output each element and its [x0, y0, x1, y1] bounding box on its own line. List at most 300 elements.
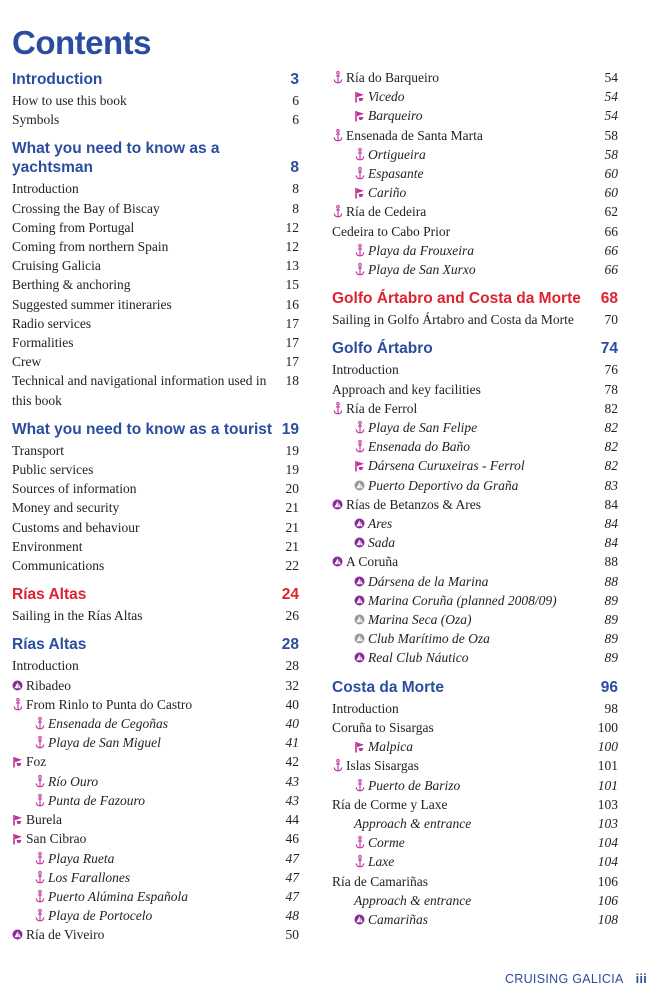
toc-title: Introduction	[332, 700, 399, 716]
page-title: Contents	[12, 24, 151, 61]
toc-title: Ría do Barqueiro	[346, 70, 439, 85]
toc-page-number: 16	[285, 296, 299, 312]
toc-page-number: 74	[600, 340, 618, 358]
toc-page-number: 20	[285, 481, 299, 497]
toc-title: Playa de San Miguel	[48, 735, 161, 751]
toc-page-number: 12	[285, 219, 299, 235]
toc-title: Playa de San Felipe	[368, 420, 478, 436]
toc-page-number: 58	[604, 146, 618, 162]
toc-title: Ría de Ferrol	[346, 400, 418, 416]
toc-page-number: 89	[604, 592, 618, 608]
toc-title: Symbols	[12, 112, 60, 128]
toc-page-number: 62	[604, 204, 618, 220]
toc-section-heading-golfo-artabro-and-costa-da-morte	[332, 289, 618, 308]
anchor-icon	[354, 148, 365, 161]
toc-title: Introduction	[332, 362, 399, 378]
toc-entry	[332, 202, 618, 221]
toc-entry	[12, 518, 299, 537]
toc-title: Playa Rueta	[48, 850, 115, 866]
toc-page-number: 58	[604, 127, 618, 143]
anchor-icon	[34, 890, 45, 903]
toc-title: Costa da Morte	[332, 678, 444, 696]
toc-entry	[12, 295, 299, 314]
toc-entry	[12, 237, 299, 256]
toc-title: Río Ouro	[48, 773, 99, 789]
marina-icon	[354, 517, 365, 530]
toc-page-number: 89	[604, 612, 618, 628]
toc-page-number: 28	[285, 658, 299, 674]
marina-icon	[354, 575, 365, 588]
toc-page-number: 83	[604, 477, 618, 493]
toc-section-heading-what-you-need-to-know-as-a-yachtsman	[12, 139, 299, 177]
toc-page-number: 60	[604, 166, 618, 182]
toc-title: Sailing in Golfo Ártabro and Costa da Morte	[332, 312, 574, 328]
toc-entry	[12, 656, 299, 675]
toc-subentry	[332, 814, 618, 833]
toc-title: Approach & entrance	[354, 815, 472, 831]
toc-title: Ría de Corme y Laxe	[332, 796, 448, 812]
page-footer	[505, 972, 647, 986]
toc-title: Coming from northern Spain	[12, 239, 169, 255]
toc-entry	[332, 495, 618, 514]
toc-title: Crossing the Bay of Biscay	[12, 200, 160, 216]
toc-entry	[332, 552, 618, 571]
toc-title: Puerto Alúmina Española	[48, 888, 188, 904]
toc-subentry	[12, 714, 299, 733]
toc-subentry	[332, 610, 618, 629]
toc-subentry	[332, 456, 618, 475]
anchor-icon	[34, 775, 45, 788]
toc-page-number: 15	[285, 277, 299, 293]
anchor-icon	[332, 129, 343, 142]
anchor-icon	[354, 167, 365, 180]
toc-entry	[12, 925, 299, 944]
toc-page-number: 70	[604, 312, 618, 328]
toc-entry	[332, 126, 618, 145]
anchor-icon	[354, 855, 365, 868]
toc-title: Punta de Fazouro	[48, 792, 145, 808]
toc-title: Ares	[368, 516, 393, 532]
toc-subentry	[332, 572, 618, 591]
toc-title: Playa de San Xurxo	[368, 262, 476, 278]
toc-entry	[332, 222, 618, 241]
toc-page-number: 106	[597, 892, 618, 908]
toc-title: Ensenada do Baño	[368, 439, 470, 455]
toc-title: Ribadeo	[26, 677, 71, 693]
toc-page-number: 13	[285, 258, 299, 274]
toc-entry	[332, 310, 618, 329]
toc-subentry	[12, 791, 299, 810]
anchor-icon	[34, 736, 45, 749]
toc-subentry	[332, 241, 618, 260]
toc-entry	[12, 479, 299, 498]
anchor-icon	[354, 244, 365, 257]
toc-title: Marina Seca (Oza)	[368, 612, 472, 628]
marina-grey-icon	[354, 632, 365, 645]
toc-entry	[332, 872, 618, 891]
toc-title: Club Marítimo de Oza	[368, 631, 490, 647]
toc-entry	[12, 441, 299, 460]
toc-title: Coming from Portugal	[12, 219, 135, 235]
toc-subentry	[332, 106, 618, 125]
toc-title: Sada	[368, 535, 395, 551]
toc-page-number: 12	[285, 239, 299, 255]
toc-title: Communications	[12, 558, 105, 574]
toc-page-number: 6	[292, 112, 299, 128]
toc-title: Marina Coruña (planned 2008/09)	[368, 592, 557, 608]
toc-title: Formalities	[12, 335, 74, 351]
toc-entry	[12, 676, 299, 695]
marina-icon	[354, 594, 365, 607]
toc-entry	[12, 537, 299, 556]
toc-entry	[12, 460, 299, 479]
toc-title: Rías Altas	[12, 636, 87, 654]
anchor-icon	[12, 698, 23, 711]
toc-entry	[12, 256, 299, 275]
anchor-icon	[332, 759, 343, 772]
toc-page-number: 41	[285, 735, 299, 751]
harbour-icon	[354, 109, 365, 122]
marina-icon	[354, 913, 365, 926]
toc-page-number: 19	[285, 442, 299, 458]
toc-page-number: 40	[285, 696, 299, 712]
toc-section-heading-rias-altas	[12, 635, 299, 654]
toc-title: Berthing & anchoring	[12, 277, 131, 293]
toc-page-number: 101	[597, 777, 618, 793]
toc-subentry	[332, 737, 618, 756]
toc-page-number: 60	[604, 185, 618, 201]
toc-entry	[12, 556, 299, 575]
toc-title: Ensenada de Santa Marta	[346, 127, 483, 143]
anchor-icon	[354, 263, 365, 276]
toc-title: Playa da Frouxeira	[368, 242, 474, 258]
toc-title: Islas Sisargas	[346, 758, 419, 774]
toc-entry	[12, 179, 299, 198]
toc-page-number: 6	[292, 93, 299, 108]
toc-entry	[12, 498, 299, 517]
toc-title: Approach and key facilities	[332, 381, 481, 397]
toc-title: Introduction	[12, 181, 79, 197]
toc-page-number: 17	[285, 315, 299, 331]
toc-entry	[332, 380, 618, 399]
toc-title: Cedeira to Cabo Prior	[332, 223, 451, 239]
toc-page-number: 47	[285, 850, 299, 866]
toc-title: Introduction	[12, 658, 79, 674]
toc-entry	[12, 371, 299, 409]
toc-title: Puerto de Barizo	[368, 777, 461, 793]
toc-page-number: 66	[604, 262, 618, 278]
toc-subentry	[12, 868, 299, 887]
toc-page-number: 66	[604, 223, 618, 239]
toc-page-number: 100	[597, 739, 618, 755]
toc-page-number: 68	[600, 290, 618, 308]
toc-title: Cariño	[368, 185, 407, 201]
anchor-icon	[34, 717, 45, 730]
toc-page-number: 103	[597, 815, 618, 831]
toc-page-number: 101	[597, 758, 618, 774]
toc-subentry	[332, 87, 618, 106]
toc-title: Ensenada de Cegoñas	[48, 716, 168, 732]
toc-title: Ría de Viveiro	[26, 927, 105, 943]
toc-page-number: 104	[597, 835, 618, 851]
toc-page-number: 47	[285, 869, 299, 885]
harbour-icon	[354, 90, 365, 103]
toc-page-number: 28	[281, 636, 299, 654]
toc-title: Burela	[26, 812, 62, 828]
toc-subentry	[332, 533, 618, 552]
toc-entry	[12, 333, 299, 352]
toc-title: Real Club Náutico	[368, 650, 469, 666]
toc-page-number: 82	[604, 420, 618, 436]
toc-title: Corme	[368, 835, 405, 851]
toc-title: Golfo Ártabro	[332, 340, 433, 358]
anchor-icon	[354, 440, 365, 453]
harbour-icon	[12, 755, 23, 768]
toc-title: Introduction	[12, 71, 103, 88]
toc-subentry	[332, 776, 618, 795]
toc-page-number: 46	[285, 831, 299, 847]
toc-entry	[12, 275, 299, 294]
toc-page-number: 40	[285, 716, 299, 732]
toc-subentry	[332, 164, 618, 183]
toc-title: Los Farallones	[48, 869, 131, 885]
toc-section-heading-what-you-need-to-know-as-a-tourist	[12, 420, 299, 439]
toc-entry	[332, 68, 618, 87]
toc-page-number: 18	[285, 373, 299, 389]
toc-page-number: 48	[285, 908, 299, 924]
toc-page-number: 84	[604, 535, 618, 551]
toc-page-number: 47	[285, 888, 299, 904]
toc-page-number: 26	[285, 608, 299, 624]
toc-title: Camariñas	[368, 911, 429, 927]
harbour-icon	[354, 459, 365, 472]
toc-title: Dársena de la Marina	[368, 573, 489, 589]
marina-grey-icon	[354, 479, 365, 492]
toc-page-number: 42	[285, 754, 299, 770]
toc-entry	[332, 756, 618, 775]
toc-right-column	[332, 68, 618, 929]
toc-title: What you need to know as a yachtsman	[12, 140, 220, 177]
toc-subentry	[332, 910, 618, 929]
toc-page-number: 21	[285, 500, 299, 516]
toc-subentry	[12, 849, 299, 868]
anchor-icon	[332, 402, 343, 415]
toc-title: Rías Altas	[12, 586, 87, 604]
anchor-icon	[34, 852, 45, 865]
footer-page-number: iii	[635, 972, 647, 986]
toc-entry	[12, 695, 299, 714]
toc-title: Foz	[26, 754, 47, 770]
toc-subentry	[332, 629, 618, 648]
toc-entry	[332, 795, 618, 814]
toc-section-heading-costa-da-morte	[332, 678, 618, 697]
toc-title: Ría de Camariñas	[332, 873, 428, 889]
anchor-icon	[332, 205, 343, 218]
toc-entry	[12, 829, 299, 848]
toc-page-number: 82	[604, 400, 618, 416]
toc-subentry	[332, 648, 618, 667]
toc-title: Environment	[12, 538, 83, 554]
toc-page-number: 89	[604, 631, 618, 647]
anchor-icon	[354, 836, 365, 849]
marina-icon	[332, 555, 343, 568]
toc-section-heading-rias-altas	[12, 585, 299, 604]
anchor-icon	[34, 871, 45, 884]
toc-entry	[332, 718, 618, 737]
toc-title: Suggested summer itineraries	[12, 296, 172, 312]
toc-page-number: 78	[604, 381, 618, 397]
toc-page-number: 89	[604, 650, 618, 666]
toc-page-number: 17	[285, 354, 299, 370]
toc-page-number: 106	[597, 873, 618, 889]
toc-page-number: 8	[292, 181, 299, 197]
toc-subentry	[332, 183, 618, 202]
toc-entry	[12, 752, 299, 771]
toc-subentry	[332, 833, 618, 852]
toc-entry	[12, 352, 299, 371]
toc-title: Cruising Galicia	[12, 258, 101, 274]
toc-title: Puerto Deportivo da Graña	[368, 477, 519, 493]
toc-page-number: 54	[604, 70, 618, 85]
toc-subentry	[12, 887, 299, 906]
toc-page-number: 96	[600, 678, 618, 696]
toc-page-number: 22	[285, 558, 299, 574]
anchor-icon	[332, 71, 343, 84]
toc-title: Crew	[12, 354, 42, 370]
toc-subentry	[332, 476, 618, 495]
toc-title: Ortigueira	[368, 146, 426, 162]
toc-page-number: 3	[290, 71, 299, 88]
toc-page-number: 108	[597, 911, 618, 927]
marina-grey-icon	[354, 613, 365, 626]
toc-section-heading-golfo-artabro	[332, 339, 618, 358]
toc-title: How to use this book	[12, 93, 127, 108]
toc-page-number: 19	[281, 420, 299, 438]
toc-subentry	[12, 733, 299, 752]
toc-page-number: 32	[285, 677, 299, 693]
anchor-icon	[354, 421, 365, 434]
harbour-icon	[12, 832, 23, 845]
toc-title: Espasante	[368, 166, 424, 182]
toc-left-column	[12, 68, 299, 945]
toc-page-number: 43	[285, 773, 299, 789]
toc-page-number: 8	[292, 200, 299, 216]
harbour-icon	[354, 740, 365, 753]
toc-page-number: 43	[285, 792, 299, 808]
toc-page-number: 88	[604, 573, 618, 589]
toc-page-number: 54	[604, 89, 618, 105]
toc-entry	[12, 606, 299, 625]
toc-page-number: 82	[604, 439, 618, 455]
toc-entry	[12, 110, 299, 129]
anchor-icon	[34, 909, 45, 922]
footer-book-title: CRUISING GALICIA	[504, 972, 624, 986]
toc-title: Dársena Curuxeiras - Ferrol	[368, 458, 525, 474]
toc-section-heading-introduction	[12, 70, 299, 89]
toc-subentry	[12, 772, 299, 791]
toc-title: Barqueiro	[368, 108, 423, 124]
toc-title: Customs and behaviour	[12, 519, 140, 535]
toc-title: Transport	[12, 442, 65, 458]
toc-subentry	[332, 514, 618, 533]
toc-title: Technical and navigational information used in this book	[12, 373, 267, 408]
toc-title: Sources of information	[12, 481, 137, 497]
marina-icon	[12, 928, 23, 941]
toc-title: Laxe	[368, 854, 395, 870]
toc-entry	[12, 314, 299, 333]
marina-icon	[12, 679, 23, 692]
toc-title: Malpica	[368, 739, 413, 755]
toc-entry	[12, 199, 299, 218]
toc-entry	[332, 699, 618, 718]
toc-page-number: 19	[285, 462, 299, 478]
toc-page-number: 84	[604, 496, 618, 512]
toc-page-number: 44	[285, 812, 299, 828]
toc-title: Golfo Ártabro and Costa da Morte	[332, 290, 581, 308]
toc-page-number: 50	[285, 927, 299, 943]
toc-subentry	[332, 437, 618, 456]
toc-subentry	[332, 418, 618, 437]
toc-title: Ría de Cedeira	[346, 204, 427, 220]
toc-page-number: 21	[285, 519, 299, 535]
toc-title: Rías de Betanzos & Ares	[346, 496, 481, 512]
anchor-icon	[34, 794, 45, 807]
toc-subentry	[332, 260, 618, 279]
toc-entry	[12, 91, 299, 110]
toc-title: Public services	[12, 462, 94, 478]
toc-subentry	[332, 145, 618, 164]
toc-title: Vicedo	[368, 89, 405, 105]
toc-page-number: 104	[597, 854, 618, 870]
toc-subentry	[12, 906, 299, 925]
marina-icon	[354, 536, 365, 549]
toc-page-number: 88	[604, 554, 618, 570]
toc-page-number: 82	[604, 458, 618, 474]
toc-page-number: 24	[281, 586, 299, 604]
anchor-icon	[354, 779, 365, 792]
toc-page-number: 76	[604, 362, 618, 378]
toc-title: Approach & entrance	[354, 892, 472, 908]
toc-entry	[12, 218, 299, 237]
toc-title: Coruña to Sisargas	[332, 719, 434, 735]
harbour-icon	[354, 186, 365, 199]
toc-title: Playa de Portocelo	[48, 908, 153, 924]
harbour-icon	[12, 813, 23, 826]
toc-page-number: 84	[604, 516, 618, 532]
toc-page-number: 100	[597, 719, 618, 735]
toc-subentry	[332, 891, 618, 910]
toc-title: A Coruña	[346, 554, 399, 570]
toc-title: What you need to know as a tourist	[12, 420, 273, 438]
toc-page-number: 17	[285, 335, 299, 351]
toc-title: Money and security	[12, 500, 120, 516]
toc-page-number: 103	[597, 796, 618, 812]
marina-icon	[354, 651, 365, 664]
toc-subentry	[332, 591, 618, 610]
toc-subentry	[332, 852, 618, 871]
toc-page-number: 21	[285, 538, 299, 554]
toc-title: San Cibrao	[26, 831, 87, 847]
marina-icon	[332, 498, 343, 511]
toc-entry	[332, 360, 618, 379]
toc-page-number: 98	[604, 700, 618, 716]
toc-entry	[12, 810, 299, 829]
toc-page-number: 54	[604, 108, 618, 124]
toc-title: Sailing in the Rías Altas	[12, 608, 143, 624]
toc-page-number: 66	[604, 242, 618, 258]
toc-title: Radio services	[12, 315, 92, 331]
toc-title: From Rinlo to Punta do Castro	[26, 696, 193, 712]
